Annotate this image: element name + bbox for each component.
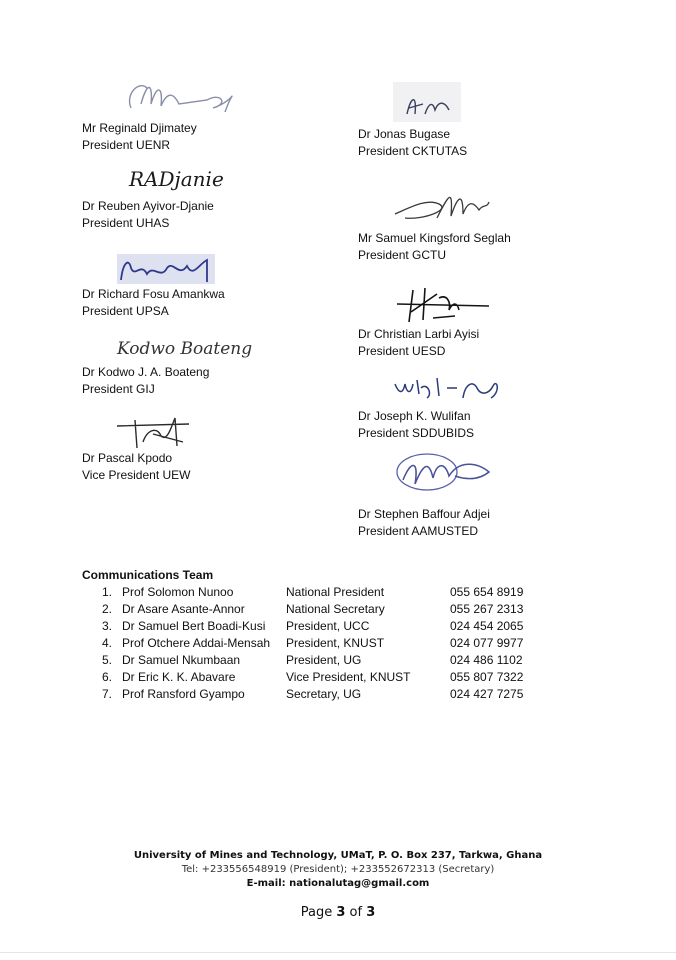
member-name: Dr Eric K. K. Abavare	[122, 670, 236, 684]
member-role: President, KNUST	[286, 636, 385, 650]
footer-email: E-mail: nationalutag@gmail.com	[246, 878, 430, 889]
page-label: Page	[300, 905, 333, 920]
signatory-title: President GCTU	[358, 248, 447, 262]
signature-kpodo	[82, 412, 352, 450]
member-name: Dr Samuel Nkumbaan	[122, 653, 241, 667]
item-number: 5.	[102, 653, 113, 667]
member-role: President, UCC	[286, 619, 370, 633]
signatory-title: President UHAS	[82, 216, 170, 230]
signature-boateng	[82, 330, 352, 364]
signatory-title: Vice President UEW	[82, 468, 191, 482]
item-number: 4.	[102, 636, 113, 650]
signature-amankwa	[82, 252, 352, 286]
signatory-title: President AAMUSTED	[358, 524, 479, 538]
page-separator: of	[349, 905, 363, 920]
signatory-name: Dr Stephen Baffour Adjei	[358, 507, 490, 521]
signature-bugase	[358, 80, 628, 126]
signatory-wulifan	[358, 370, 628, 442]
signatory-adjei	[358, 450, 628, 540]
signatory-ayivor-djanie	[82, 156, 352, 232]
signature-seglah	[358, 184, 628, 230]
communications-heading: Communications Team	[82, 568, 214, 582]
item-number: 1.	[102, 585, 113, 599]
signatory-djimatey	[82, 74, 352, 154]
item-number: 6.	[102, 670, 113, 684]
signatory-amankwa	[82, 252, 352, 320]
member-role: Vice President, KNUST	[286, 670, 411, 684]
page-number	[0, 905, 676, 920]
page-total: 3	[366, 905, 376, 920]
signature-ayivor-djanie-text: RADjanie	[129, 167, 224, 191]
signatory-ayisi	[358, 284, 628, 360]
signatory-boateng	[82, 330, 352, 398]
signatory-name: Dr Reuben Ayivor-Djanie	[82, 199, 214, 213]
member-phone: 024 427 7275	[450, 687, 524, 701]
signatory-title: President UENR	[82, 138, 171, 152]
member-name: Dr Asare Asante-Annor	[122, 602, 245, 616]
member-phone: 055 807 7322	[450, 670, 524, 684]
footer-telephone: Tel: +233556548919 (President); +233552672313 (Secretary)	[181, 864, 495, 875]
member-name: Prof Solomon Nunoo	[122, 585, 234, 599]
item-number: 3.	[102, 619, 113, 633]
signatory-name: Dr Jonas Bugase	[358, 127, 451, 141]
member-phone: 024 486 1102	[450, 653, 523, 667]
member-name: Prof Otchere Addai-Mensah	[122, 636, 271, 650]
signature-ayivor-djanie	[82, 156, 352, 198]
signatory-name: Dr Pascal Kpodo	[82, 451, 173, 465]
signature-boateng-text: Kodwo Boateng	[117, 339, 253, 359]
member-role: Secretary, UG	[286, 687, 362, 701]
member-name: Prof Ransford Gyampo	[122, 687, 245, 701]
page-current: 3	[336, 905, 346, 920]
member-phone: 024 077 9977	[450, 636, 524, 650]
signatory-title: President CKTUTAS	[358, 144, 468, 158]
signatory-title: President SDDUBIDS	[358, 426, 475, 440]
signatory-name: Mr Reginald Djimatey	[82, 121, 197, 135]
signatory-seglah	[358, 184, 628, 264]
member-role: National Secretary	[286, 602, 385, 616]
member-role: President, UG	[286, 653, 362, 667]
signatory-name: Dr Kodwo J. A. Boateng	[82, 365, 210, 379]
item-number: 2.	[102, 602, 113, 616]
signatory-kpodo	[82, 412, 352, 484]
bottom-divider	[0, 952, 676, 953]
member-role: National President	[286, 585, 385, 599]
signatory-title: President GIJ	[82, 382, 155, 396]
footer-address: University of Mines and Technology, UMaT, P. O. Box 237, Tarkwa, Ghana	[133, 850, 543, 861]
member-name: Dr Samuel Bert Boadi-Kusi	[122, 619, 266, 633]
signature-djimatey	[82, 74, 352, 120]
signatory-name: Mr Samuel Kingsford Seglah	[358, 231, 511, 245]
signatory-title: President UPSA	[82, 304, 169, 318]
signature-adjei	[358, 450, 628, 506]
signature-ayisi	[358, 284, 628, 326]
member-phone: 055 267 2313	[450, 602, 524, 616]
member-phone: 024 454 2065	[450, 619, 524, 633]
signatory-name: Dr Christian Larbi Ayisi	[358, 327, 480, 341]
signature-wulifan	[358, 370, 628, 408]
signatory-name: Dr Joseph K. Wulifan	[358, 409, 471, 423]
signatory-name: Dr Richard Fosu Amankwa	[82, 287, 225, 301]
signatory-title: President UESD	[358, 344, 446, 358]
signatory-bugase	[358, 80, 628, 160]
member-phone: 055 654 8919	[450, 585, 524, 599]
item-number: 7.	[102, 687, 113, 701]
